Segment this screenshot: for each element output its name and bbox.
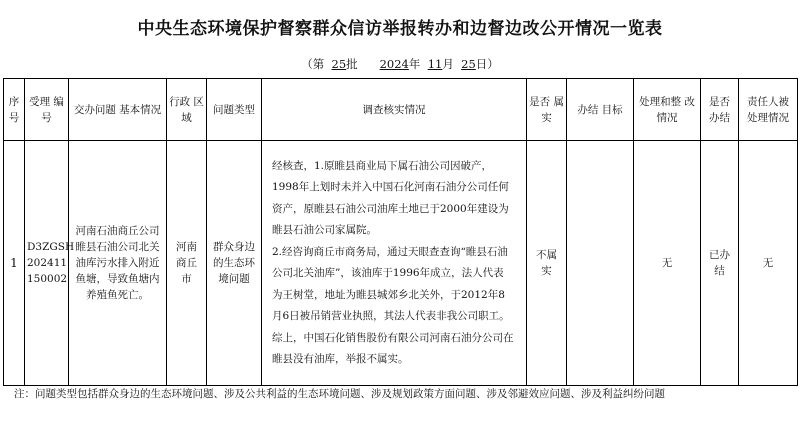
col-region-header: 行政 区域 [167,79,207,141]
col-done-header: 是否 办结 [701,79,739,141]
disclosure-table [3,78,798,386]
col-issue-header: 交办问题 基本情况 [69,79,167,141]
batch-date-line [0,56,800,72]
header-row [4,79,798,141]
col-goal-header: 办结 目标 [567,79,634,141]
day-suffix: 日） [475,57,499,71]
row-issue: 河南石油商丘公司睢县石油公司北关油库污水排入附近鱼塘，导致鱼塘内养殖鱼死亡。 [69,141,167,386]
col-measures-header: 处理和整 改 情况 [634,79,701,141]
table-row [4,141,798,386]
col-type-header: 问题类型 [207,79,262,141]
row-seq: 1 [4,141,25,386]
col-accountability-header: 责任人被 处理情况 [739,79,798,141]
row-region: 河南 商丘 市 [167,141,207,386]
row-done: 已办 结 [701,141,739,386]
row-accountability: 无 [739,141,798,386]
batch-number: 25 [331,57,347,71]
year-suffix: 年 [408,57,421,71]
row-goal [567,141,634,386]
row-valid: 不属 实 [527,141,567,386]
date-year: 2024 [379,57,409,71]
col-id-header: 受理 编号 [25,79,69,141]
batch-open: （第 [301,57,325,71]
row-id: D3ZGSH 202411 150002 [25,141,69,386]
row-type: 群众身边的生态环境问题 [207,141,262,386]
date-day: 25 [461,57,476,71]
col-seq-header: 序 号 [4,79,25,141]
footnote: 注：问题类型包括群众身边的生态环境问题、涉及公共利益的生态环境问题、涉及规划政策方面问题、涉及邻避效应问题、涉及利益纠纷问题 [14,388,665,400]
col-investigation-header: 调查核实情况 [262,79,527,141]
month-suffix: 月 [442,57,454,71]
row-investigation: 经核查，1.原睢县商业局下属石油公司因破产，1998年上划时未并入中国石化河南石油分公司任何资产，原睢县石油公司油库土地已于2000年建设为睢县石油公司家属院。 2.经咨询商丘市商务局，通过天眼查查询“睢县石油公司北关油库”，该油库于1996年成立，法人代表为王树堂，地址为睢县城郊乡北关外，于2012年8月6日被吊销营业执照，其法人代表非我公司职工。 综上，中国石化销售股份有限公司河南石油分公司在睢县没有油库，举报不属实。 [262,141,527,386]
date-month: 11 [427,57,443,71]
page-title: 中央生态环境保护督察群众信访举报转办和边督边改公开情况一览表 [137,19,663,39]
batch-suffix: 批 [346,57,358,71]
row-measures: 无 [634,141,701,386]
col-valid-header: 是否 属实 [527,79,567,141]
